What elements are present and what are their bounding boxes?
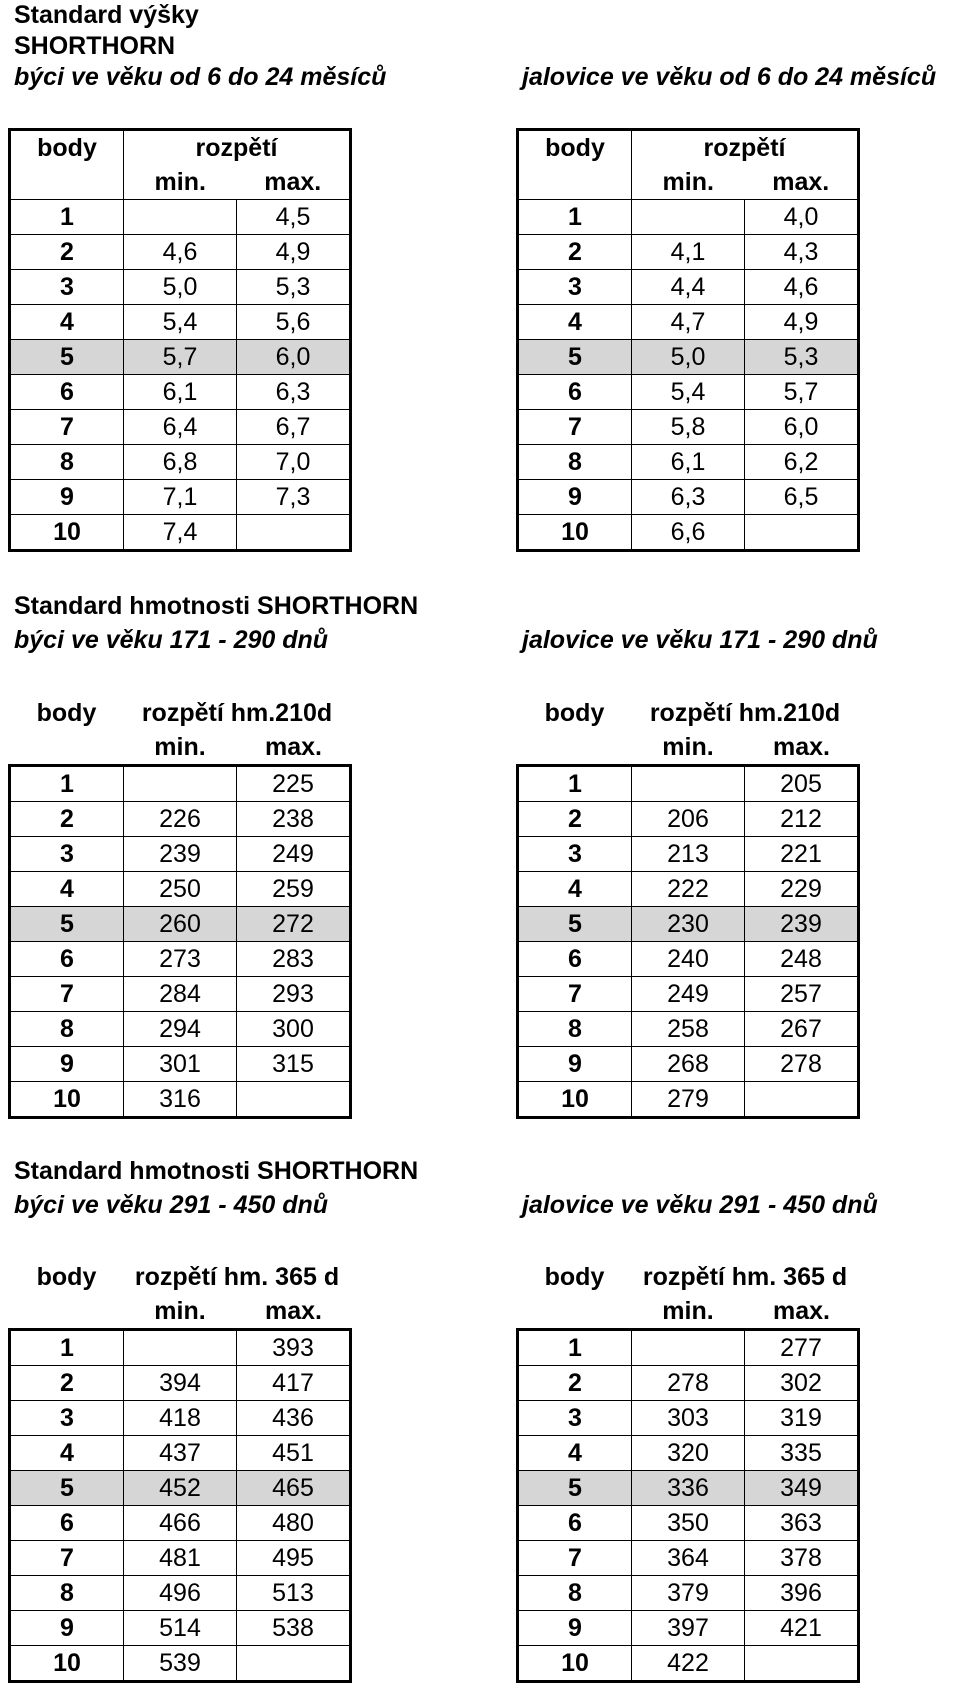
section-1-left-label: býci ve věku od 6 do 24 měsíců	[14, 63, 387, 91]
table-row	[10, 1330, 351, 1366]
cell-min: 452	[124, 1471, 237, 1506]
cell-max: 5,3	[745, 340, 859, 375]
cell-min: 206	[632, 802, 745, 837]
cell-min: 258	[632, 1012, 745, 1047]
height-table-heifers	[516, 128, 860, 552]
cell-min: 239	[124, 837, 237, 872]
cell-min: 5,0	[632, 340, 745, 375]
table-row	[10, 802, 351, 837]
table-row	[10, 340, 351, 375]
cell-min: 273	[124, 942, 237, 977]
column-header-range: rozpětí	[124, 130, 351, 166]
subheader-row	[518, 1294, 859, 1330]
cell-min: 336	[632, 1471, 745, 1506]
cell-points: 4	[10, 305, 124, 340]
cell-points: 9	[518, 1047, 632, 1082]
cell-points: 3	[518, 270, 632, 305]
table-row	[518, 1611, 859, 1646]
cell-points: 8	[518, 1012, 632, 1047]
table-row	[10, 907, 351, 942]
table-row	[518, 515, 859, 551]
cell-max: 300	[237, 1012, 351, 1047]
cell-min: 249	[632, 977, 745, 1012]
column-header-points: body	[544, 699, 605, 727]
cell-max: 417	[237, 1366, 351, 1401]
cell-points: 2	[10, 1366, 124, 1401]
cell-points: 7	[10, 1541, 124, 1576]
column-header-max: max.	[745, 165, 859, 200]
header-row	[518, 1260, 859, 1294]
table-row	[10, 1646, 351, 1682]
cell-max: 349	[745, 1471, 859, 1506]
table-row	[10, 410, 351, 445]
cell-min: 418	[124, 1401, 237, 1436]
section-1-right-label: jalovice ve věku od 6 do 24 měsíců	[522, 63, 937, 91]
table-row	[518, 340, 859, 375]
cell-max: 4,6	[745, 270, 859, 305]
cell-min: 213	[632, 837, 745, 872]
column-header-min: min.	[662, 733, 714, 761]
cell-max: 396	[745, 1576, 859, 1611]
cell-points: 4	[10, 872, 124, 907]
cell-points: 2	[518, 802, 632, 837]
cell-min	[632, 766, 745, 802]
table-row	[518, 766, 859, 802]
cell-max: 6,5	[745, 480, 859, 515]
cell-points: 5	[518, 340, 632, 375]
cell-max: 4,9	[237, 235, 351, 270]
table-row	[10, 270, 351, 305]
table-row	[10, 445, 351, 480]
column-header-points: body	[10, 130, 124, 166]
cell-min	[124, 766, 237, 802]
table-row	[518, 200, 859, 235]
table-row	[518, 907, 859, 942]
cell-max: 238	[237, 802, 351, 837]
column-header-max: max.	[237, 165, 351, 200]
table-row	[10, 766, 351, 802]
cell-min: 320	[632, 1436, 745, 1471]
cell-points: 8	[10, 1576, 124, 1611]
header-row	[10, 130, 351, 166]
table-row	[518, 1330, 859, 1366]
table-row	[10, 1047, 351, 1082]
cell-min: 268	[632, 1047, 745, 1082]
cell-min: 6,3	[632, 480, 745, 515]
table-row	[10, 1401, 351, 1436]
cell-min: 240	[632, 942, 745, 977]
cell-max	[745, 1646, 859, 1682]
cell-min: 364	[632, 1541, 745, 1576]
table-row	[10, 942, 351, 977]
table-row	[518, 942, 859, 977]
table-row	[518, 1366, 859, 1401]
cell-points: 1	[518, 200, 632, 235]
cell-max: 239	[745, 907, 859, 942]
table-row	[518, 305, 859, 340]
cell-max: 259	[237, 872, 351, 907]
section-2-title: Standard hmotnosti SHORTHORN	[14, 592, 419, 620]
cell-max: 4,0	[745, 200, 859, 235]
cell-max: 283	[237, 942, 351, 977]
cell-points: 10	[518, 515, 632, 551]
cell-points: 9	[10, 480, 124, 515]
cell-min: 514	[124, 1611, 237, 1646]
cell-min	[632, 200, 745, 235]
cell-min: 294	[124, 1012, 237, 1047]
cell-min	[124, 1330, 237, 1366]
table-row	[518, 270, 859, 305]
height-table-bulls	[8, 128, 352, 552]
cell-max: 465	[237, 1471, 351, 1506]
table-row	[518, 1576, 859, 1611]
header-row	[10, 1260, 351, 1294]
column-header-min: min.	[662, 1297, 714, 1325]
table-row	[10, 1541, 351, 1576]
cell-min: 4,4	[632, 270, 745, 305]
column-header-points: body	[544, 1263, 605, 1291]
cell-points: 1	[518, 766, 632, 802]
empty-cell	[10, 730, 124, 766]
cell-max: 7,3	[237, 480, 351, 515]
table-row	[518, 445, 859, 480]
cell-min: 5,4	[124, 305, 237, 340]
cell-min: 6,6	[632, 515, 745, 551]
cell-max: 205	[745, 766, 859, 802]
table-row	[10, 200, 351, 235]
cell-points: 6	[518, 1506, 632, 1541]
cell-max: 6,2	[745, 445, 859, 480]
cell-points: 7	[518, 1541, 632, 1576]
table-row	[518, 1012, 859, 1047]
table-row	[10, 872, 351, 907]
cell-min: 260	[124, 907, 237, 942]
cell-min: 5,4	[632, 375, 745, 410]
cell-min: 6,8	[124, 445, 237, 480]
section-3-title: Standard hmotnosti SHORTHORN	[14, 1157, 419, 1185]
cell-points: 2	[518, 235, 632, 270]
column-header-max: max.	[265, 733, 322, 761]
cell-max: 315	[237, 1047, 351, 1082]
cell-max: 249	[237, 837, 351, 872]
cell-min: 279	[632, 1082, 745, 1118]
table-row	[10, 305, 351, 340]
cell-max: 7,0	[237, 445, 351, 480]
cell-min: 422	[632, 1646, 745, 1682]
cell-min: 481	[124, 1541, 237, 1576]
column-header-points: body	[36, 699, 97, 727]
cell-points: 3	[518, 1401, 632, 1436]
column-header-min: min.	[154, 1297, 206, 1325]
column-header-max: max.	[773, 1297, 830, 1325]
cell-max	[237, 1082, 351, 1118]
cell-max: 225	[237, 766, 351, 802]
cell-max: 319	[745, 1401, 859, 1436]
header-row	[10, 696, 351, 730]
cell-max: 378	[745, 1541, 859, 1576]
table-row	[518, 480, 859, 515]
cell-points: 9	[10, 1047, 124, 1082]
cell-min: 301	[124, 1047, 237, 1082]
cell-points: 6	[518, 942, 632, 977]
cell-max	[237, 1646, 351, 1682]
cell-max: 4,3	[745, 235, 859, 270]
table-row	[10, 1471, 351, 1506]
subheader-row	[10, 165, 351, 200]
cell-points: 5	[10, 907, 124, 942]
cell-points: 2	[10, 235, 124, 270]
cell-max: 229	[745, 872, 859, 907]
cell-max: 212	[745, 802, 859, 837]
cell-min	[124, 200, 237, 235]
cell-points: 3	[10, 837, 124, 872]
cell-min: 437	[124, 1436, 237, 1471]
table-row	[10, 235, 351, 270]
cell-min: 250	[124, 872, 237, 907]
cell-points: 10	[10, 1082, 124, 1118]
cell-points: 5	[10, 1471, 124, 1506]
empty-cell	[518, 1294, 632, 1330]
cell-min: 4,1	[632, 235, 745, 270]
cell-points: 10	[10, 515, 124, 551]
cell-points: 7	[10, 410, 124, 445]
cell-points: 1	[10, 200, 124, 235]
table-row	[518, 872, 859, 907]
cell-max: 293	[237, 977, 351, 1012]
cell-max: 6,0	[237, 340, 351, 375]
cell-points: 3	[10, 1401, 124, 1436]
cell-max: 6,7	[237, 410, 351, 445]
cell-max: 335	[745, 1436, 859, 1471]
cell-min: 284	[124, 977, 237, 1012]
cell-max: 267	[745, 1012, 859, 1047]
table-row	[518, 1082, 859, 1118]
cell-min: 4,6	[124, 235, 237, 270]
column-header-points: body	[36, 1263, 97, 1291]
cell-max: 421	[745, 1611, 859, 1646]
cell-max: 538	[237, 1611, 351, 1646]
cell-points: 9	[518, 1611, 632, 1646]
cell-min: 7,1	[124, 480, 237, 515]
cell-max: 5,3	[237, 270, 351, 305]
cell-min: 5,7	[124, 340, 237, 375]
weight-210d-table-bulls	[8, 696, 352, 1119]
cell-points: 10	[518, 1646, 632, 1682]
cell-max: 277	[745, 1330, 859, 1366]
cell-min: 4,7	[632, 305, 745, 340]
cell-min: 222	[632, 872, 745, 907]
cell-max: 393	[237, 1330, 351, 1366]
cell-min: 6,1	[632, 445, 745, 480]
column-header-points: body	[518, 130, 632, 166]
table-row	[10, 837, 351, 872]
table-row	[10, 1576, 351, 1611]
empty-cell	[518, 165, 632, 200]
cell-min: 278	[632, 1366, 745, 1401]
subheader-row	[10, 730, 351, 766]
cell-points: 7	[518, 977, 632, 1012]
cell-max: 363	[745, 1506, 859, 1541]
cell-points: 4	[518, 305, 632, 340]
table-row	[518, 1541, 859, 1576]
cell-points: 4	[518, 1436, 632, 1471]
cell-max: 480	[237, 1506, 351, 1541]
column-header-range: rozpětí hm. 365 d	[642, 1263, 848, 1291]
column-header-range: rozpětí hm.210d	[141, 699, 333, 727]
cell-points: 7	[10, 977, 124, 1012]
subheader-row	[518, 730, 859, 766]
cell-min: 397	[632, 1611, 745, 1646]
empty-cell	[518, 730, 632, 766]
weight-365d-table-heifers	[516, 1260, 860, 1683]
column-header-min: min.	[124, 165, 237, 200]
cell-max: 495	[237, 1541, 351, 1576]
table-row	[10, 1082, 351, 1118]
cell-min: 539	[124, 1646, 237, 1682]
cell-max	[237, 515, 351, 551]
table-row	[10, 1366, 351, 1401]
section-2-right-label: jalovice ve věku 171 - 290 dnů	[522, 626, 878, 654]
table-row	[518, 1506, 859, 1541]
cell-max: 5,6	[237, 305, 351, 340]
table-row	[10, 977, 351, 1012]
cell-max	[745, 515, 859, 551]
column-header-max: max.	[265, 1297, 322, 1325]
cell-max: 221	[745, 837, 859, 872]
cell-points: 3	[518, 837, 632, 872]
cell-max: 248	[745, 942, 859, 977]
empty-cell	[10, 165, 124, 200]
cell-min: 5,8	[632, 410, 745, 445]
cell-points: 10	[518, 1082, 632, 1118]
cell-min: 230	[632, 907, 745, 942]
cell-min: 350	[632, 1506, 745, 1541]
cell-max: 278	[745, 1047, 859, 1082]
cell-max: 4,9	[745, 305, 859, 340]
cell-points: 9	[10, 1611, 124, 1646]
section-2-left-label: býci ve věku 171 - 290 dnů	[14, 626, 329, 654]
cell-min	[632, 1330, 745, 1366]
table-row	[518, 837, 859, 872]
cell-max: 436	[237, 1401, 351, 1436]
cell-min: 466	[124, 1506, 237, 1541]
cell-min: 6,4	[124, 410, 237, 445]
cell-points: 8	[10, 445, 124, 480]
table-row	[518, 1646, 859, 1682]
cell-min: 6,1	[124, 375, 237, 410]
cell-points: 8	[518, 1576, 632, 1611]
column-header-min: min.	[154, 733, 206, 761]
cell-max: 257	[745, 977, 859, 1012]
cell-points: 6	[518, 375, 632, 410]
cell-points: 4	[10, 1436, 124, 1471]
column-header-max: max.	[773, 733, 830, 761]
table-row	[518, 1401, 859, 1436]
cell-max: 302	[745, 1366, 859, 1401]
cell-max: 451	[237, 1436, 351, 1471]
cell-points: 8	[518, 445, 632, 480]
cell-min: 496	[124, 1576, 237, 1611]
weight-365d-table-bulls	[8, 1260, 352, 1683]
table-row	[518, 235, 859, 270]
cell-min: 7,4	[124, 515, 237, 551]
cell-points: 4	[518, 872, 632, 907]
section-1-title-line-2: SHORTHORN	[14, 32, 176, 60]
cell-max: 6,3	[237, 375, 351, 410]
table-row	[518, 1471, 859, 1506]
cell-points: 5	[518, 1471, 632, 1506]
weight-210d-table-heifers	[516, 696, 860, 1119]
table-row	[10, 480, 351, 515]
cell-max: 5,7	[745, 375, 859, 410]
header-row	[518, 130, 859, 166]
cell-max: 6,0	[745, 410, 859, 445]
cell-points: 8	[10, 1012, 124, 1047]
section-1-title-line-1: Standard výšky	[14, 1, 199, 29]
section-3-left-label: býci ve věku 291 - 450 dnů	[14, 1191, 329, 1219]
table-row	[10, 1012, 351, 1047]
header-row	[518, 696, 859, 730]
cell-min: 303	[632, 1401, 745, 1436]
table-row	[10, 1611, 351, 1646]
table-row	[518, 375, 859, 410]
cell-points: 6	[10, 942, 124, 977]
cell-points: 2	[10, 802, 124, 837]
table-row	[518, 977, 859, 1012]
cell-min: 226	[124, 802, 237, 837]
column-header-range: rozpětí hm.210d	[649, 699, 841, 727]
cell-min: 316	[124, 1082, 237, 1118]
cell-points: 6	[10, 1506, 124, 1541]
cell-points: 9	[518, 480, 632, 515]
column-header-range: rozpětí hm. 365 d	[134, 1263, 340, 1291]
column-header-range: rozpětí	[632, 130, 859, 166]
subheader-row	[518, 165, 859, 200]
cell-points: 1	[518, 1330, 632, 1366]
cell-max: 513	[237, 1576, 351, 1611]
table-row	[518, 802, 859, 837]
table-row	[10, 375, 351, 410]
cell-max: 272	[237, 907, 351, 942]
cell-points: 3	[10, 270, 124, 305]
cell-max: 4,5	[237, 200, 351, 235]
cell-min: 394	[124, 1366, 237, 1401]
cell-points: 5	[518, 907, 632, 942]
empty-cell	[10, 1294, 124, 1330]
section-3-right-label: jalovice ve věku 291 - 450 dnů	[522, 1191, 878, 1219]
cell-points: 6	[10, 375, 124, 410]
table-row	[10, 1436, 351, 1471]
table-row	[10, 1506, 351, 1541]
cell-points: 1	[10, 1330, 124, 1366]
cell-points: 2	[518, 1366, 632, 1401]
cell-min: 5,0	[124, 270, 237, 305]
column-header-min: min.	[632, 165, 745, 200]
table-row	[10, 515, 351, 551]
cell-min: 379	[632, 1576, 745, 1611]
cell-points: 10	[10, 1646, 124, 1682]
cell-points: 7	[518, 410, 632, 445]
table-row	[518, 1047, 859, 1082]
cell-max	[745, 1082, 859, 1118]
table-row	[518, 1436, 859, 1471]
cell-points: 5	[10, 340, 124, 375]
cell-points: 1	[10, 766, 124, 802]
subheader-row	[10, 1294, 351, 1330]
table-row	[518, 410, 859, 445]
